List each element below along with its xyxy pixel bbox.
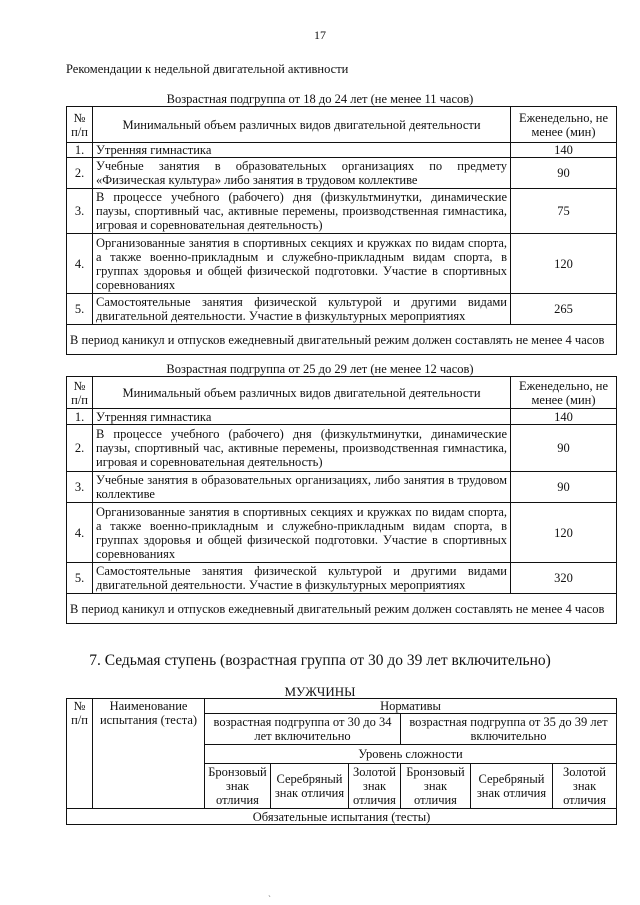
table1-header-num: № п/п <box>67 107 93 143</box>
norms-header-name: Наименование испытания (теста) <box>93 699 205 809</box>
row-value: 140 <box>511 409 617 425</box>
row-number: 2. <box>67 158 93 189</box>
table-row <box>67 143 617 158</box>
row-value: 120 <box>511 503 617 563</box>
table-row <box>67 409 617 425</box>
table1-header-weekly: Еженедельно, не менее (мин) <box>511 107 617 143</box>
recommendations-heading: Рекомендации к недельной двигательной активности <box>66 62 349 76</box>
badge-silver: Серебряный знак отличия <box>271 764 349 809</box>
table1-caption: Возрастная подгруппа от 18 до 24 лет (не менее 11 часов) <box>166 92 474 106</box>
row-activity: Организованные занятия в спортивных секциях и кружках по видам спорта, а также военно-прикладным и служебно-прикладным видам спорта, в группах здоровья и общей физической подготовки. Участие в спортивных соревнованиях <box>93 234 511 294</box>
row-value: 120 <box>511 234 617 294</box>
badge-gold: Золотой знак отличия <box>349 764 401 809</box>
row-activity: Самостоятельные занятия физической культурой и другими видами двигательной деятельности. Участие в физкультурных мероприятиях <box>93 563 511 594</box>
row-number: 5. <box>67 563 93 594</box>
norms-difficulty-level: Уровень сложности <box>205 745 617 764</box>
section-title: 7. Седьмая ступень (возрастная группа от 30 до 39 лет включительно) <box>89 652 551 669</box>
row-activity: Организованные занятия в спортивных секциях и кружках по видам спорта, а также военно-прикладным и служебно-прикладным видам спорта, в группах здоровья и общей физической подготовки. Участие в спортивных соревнованиях <box>93 503 511 563</box>
row-number: 2. <box>67 425 93 472</box>
row-value: 75 <box>511 189 617 234</box>
table1 <box>66 106 617 355</box>
norms-header-norms: Нормативы <box>205 699 617 714</box>
table1-note: В период каникул и отпусков ежедневный двигательный режим должен составлять не менее 4 часов <box>67 325 617 355</box>
table2-header-weekly: Еженедельно, не менее (мин) <box>511 377 617 409</box>
row-number: 5. <box>67 294 93 325</box>
row-activity: Утренняя гимнастика <box>93 409 511 425</box>
badge-bronze: Бронзовый знак отличия <box>401 764 471 809</box>
badge-gold: Золотой знак отличия <box>553 764 617 809</box>
row-number: 4. <box>67 503 93 563</box>
row-number: 1. <box>67 409 93 425</box>
row-activity: Учебные занятия в образовательных организациях по предмету «Физическая культура» либо занятия в трудовом коллективе <box>93 158 511 189</box>
mandatory-tests-row: Обязательные испытания (тесты) <box>67 809 617 825</box>
men-title: МУЖЧИНЫ <box>284 684 356 699</box>
table1-header-activity: Минимальный объем различных видов двигательной деятельности <box>93 107 511 143</box>
table-row <box>67 472 617 503</box>
table2 <box>66 376 617 624</box>
scan-mark: ˎ <box>268 887 271 897</box>
row-activity: В процессе учебного (рабочего) дня (физкультминутки, динамические паузы, спортивный час, активные перемены, производственная гимнастика, игровая и соревновательная деятельность) <box>93 189 511 234</box>
badge-silver: Серебряный знак отличия <box>471 764 553 809</box>
table-row <box>67 563 617 594</box>
table2-caption: Возрастная подгруппа от 25 до 29 лет (не менее 12 часов) <box>166 362 474 376</box>
table-row <box>67 158 617 189</box>
table-row <box>67 503 617 563</box>
row-number: 3. <box>67 189 93 234</box>
row-number: 3. <box>67 472 93 503</box>
table2-header-num: № п/п <box>67 377 93 409</box>
row-number: 4. <box>67 234 93 294</box>
norms-header-num: № п/п <box>67 699 93 809</box>
table-row <box>67 189 617 234</box>
badge-bronze: Бронзовый знак отличия <box>205 764 271 809</box>
norms-subgroup-30-34: возрастная подгруппа от 30 до 34 лет включительно <box>205 714 401 745</box>
row-value: 320 <box>511 563 617 594</box>
table2-note: В период каникул и отпусков ежедневный двигательный режим должен составлять не менее 4 часов <box>67 594 617 624</box>
row-value: 90 <box>511 158 617 189</box>
table-row <box>67 425 617 472</box>
row-number: 1. <box>67 143 93 158</box>
page-number: 17 <box>314 28 326 42</box>
row-activity: Утренняя гимнастика <box>93 143 511 158</box>
row-activity: Учебные занятия в образовательных организациях, либо занятия в трудовом коллективе <box>93 472 511 503</box>
table-row <box>67 294 617 325</box>
row-value: 265 <box>511 294 617 325</box>
row-activity: Самостоятельные занятия физической культурой и другими видами двигательной деятельности. Участие в физкультурных мероприятиях <box>93 294 511 325</box>
table2-header-activity: Минимальный объем различных видов двигательной деятельности <box>93 377 511 409</box>
row-activity: В процессе учебного (рабочего) дня (физкультминутки, динамические паузы, спортивный час, активные перемены, производственная гимнастика, игровая и соревновательная деятельность) <box>93 425 511 472</box>
table-row <box>67 234 617 294</box>
row-value: 90 <box>511 472 617 503</box>
row-value: 90 <box>511 425 617 472</box>
norms-table <box>66 698 617 825</box>
norms-subgroup-35-39: возрастная подгруппа от 35 до 39 лет включительно <box>401 714 617 745</box>
row-value: 140 <box>511 143 617 158</box>
